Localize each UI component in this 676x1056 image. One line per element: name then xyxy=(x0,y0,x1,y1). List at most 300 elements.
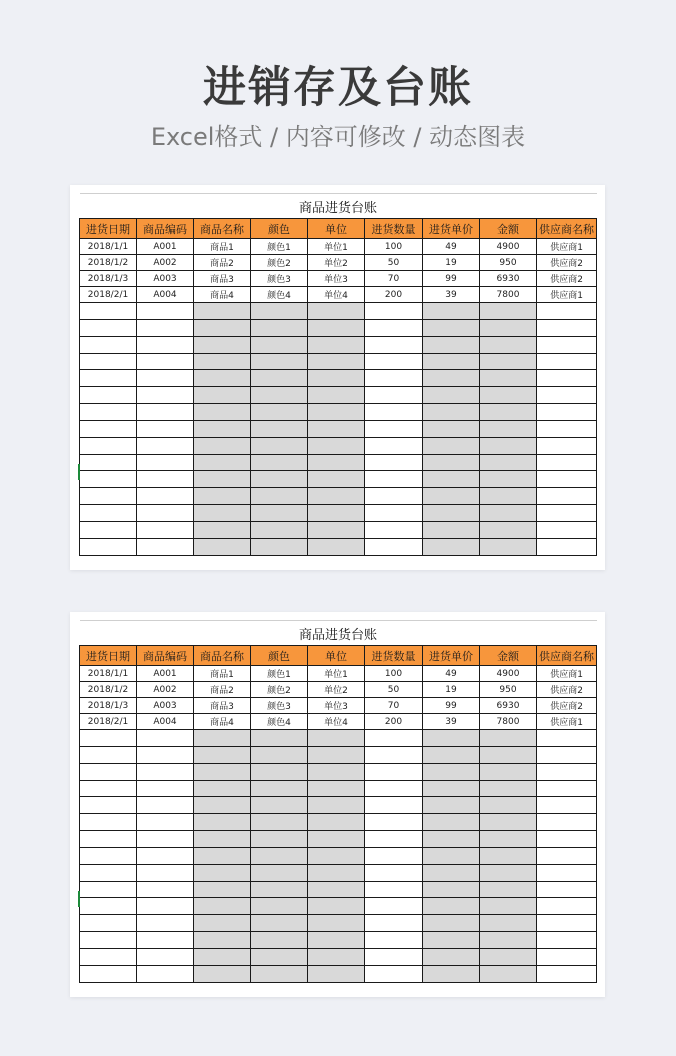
empty-cell[interactable] xyxy=(423,505,480,522)
empty-cell[interactable] xyxy=(308,420,365,437)
empty-cell[interactable] xyxy=(423,814,480,831)
empty-cell[interactable] xyxy=(480,404,537,421)
empty-cell[interactable] xyxy=(80,303,137,320)
empty-cell[interactable] xyxy=(423,932,480,949)
empty-cell[interactable] xyxy=(423,730,480,747)
empty-cell[interactable] xyxy=(365,915,423,932)
empty-cell[interactable] xyxy=(137,387,194,404)
empty-cell[interactable] xyxy=(80,948,137,965)
empty-cell[interactable] xyxy=(80,370,137,387)
empty-cell[interactable] xyxy=(308,814,365,831)
empty-cell[interactable] xyxy=(194,420,251,437)
table-cell[interactable]: 颜色2 xyxy=(251,255,308,271)
table-cell[interactable]: 50 xyxy=(365,255,423,271)
table-cell[interactable]: 19 xyxy=(423,682,480,698)
empty-cell[interactable] xyxy=(537,336,597,353)
table-cell[interactable]: 2018/2/1 xyxy=(80,287,137,303)
empty-cell[interactable] xyxy=(423,763,480,780)
empty-cell[interactable] xyxy=(365,303,423,320)
empty-cell[interactable] xyxy=(194,797,251,814)
empty-cell[interactable] xyxy=(365,336,423,353)
empty-cell[interactable] xyxy=(80,915,137,932)
empty-cell[interactable] xyxy=(308,404,365,421)
empty-cell[interactable] xyxy=(80,881,137,898)
table-cell[interactable]: 商品4 xyxy=(194,714,251,730)
table-cell[interactable]: 单位3 xyxy=(308,698,365,714)
empty-cell[interactable] xyxy=(423,538,480,555)
empty-cell[interactable] xyxy=(251,538,308,555)
table-cell[interactable]: 商品1 xyxy=(194,239,251,255)
empty-cell[interactable] xyxy=(308,370,365,387)
empty-cell[interactable] xyxy=(308,915,365,932)
empty-cell[interactable] xyxy=(480,730,537,747)
empty-cell[interactable] xyxy=(480,965,537,982)
empty-cell[interactable] xyxy=(80,387,137,404)
empty-cell[interactable] xyxy=(194,948,251,965)
empty-cell[interactable] xyxy=(137,437,194,454)
empty-cell[interactable] xyxy=(537,864,597,881)
table-cell[interactable]: 100 xyxy=(365,666,423,682)
empty-cell[interactable] xyxy=(137,521,194,538)
empty-cell[interactable] xyxy=(308,303,365,320)
empty-cell[interactable] xyxy=(537,387,597,404)
empty-cell[interactable] xyxy=(480,336,537,353)
empty-cell[interactable] xyxy=(194,915,251,932)
empty-cell[interactable] xyxy=(80,797,137,814)
table-cell[interactable]: 商品3 xyxy=(194,271,251,287)
empty-cell[interactable] xyxy=(480,948,537,965)
empty-cell[interactable] xyxy=(365,948,423,965)
empty-cell[interactable] xyxy=(423,797,480,814)
empty-cell[interactable] xyxy=(480,932,537,949)
empty-cell[interactable] xyxy=(194,488,251,505)
table-cell[interactable]: 70 xyxy=(365,271,423,287)
empty-cell[interactable] xyxy=(423,420,480,437)
empty-cell[interactable] xyxy=(365,454,423,471)
column-header[interactable]: 进货日期 xyxy=(80,219,137,239)
empty-cell[interactable] xyxy=(423,336,480,353)
empty-cell[interactable] xyxy=(137,797,194,814)
table-cell[interactable]: 2018/1/2 xyxy=(80,682,137,698)
empty-cell[interactable] xyxy=(137,746,194,763)
empty-cell[interactable] xyxy=(480,437,537,454)
empty-cell[interactable] xyxy=(308,864,365,881)
empty-cell[interactable] xyxy=(80,746,137,763)
empty-cell[interactable] xyxy=(137,932,194,949)
empty-cell[interactable] xyxy=(308,437,365,454)
table-cell[interactable]: 供应商2 xyxy=(537,698,597,714)
empty-cell[interactable] xyxy=(537,521,597,538)
empty-cell[interactable] xyxy=(308,797,365,814)
empty-cell[interactable] xyxy=(537,437,597,454)
table-cell[interactable]: 2018/1/1 xyxy=(80,239,137,255)
empty-cell[interactable] xyxy=(537,948,597,965)
empty-cell[interactable] xyxy=(365,847,423,864)
empty-cell[interactable] xyxy=(137,763,194,780)
empty-cell[interactable] xyxy=(137,898,194,915)
empty-cell[interactable] xyxy=(423,370,480,387)
empty-cell[interactable] xyxy=(480,521,537,538)
empty-cell[interactable] xyxy=(137,471,194,488)
table-cell[interactable]: 供应商2 xyxy=(537,682,597,698)
empty-cell[interactable] xyxy=(480,370,537,387)
empty-cell[interactable] xyxy=(480,303,537,320)
empty-cell[interactable] xyxy=(308,471,365,488)
table-cell[interactable]: 颜色1 xyxy=(251,666,308,682)
empty-cell[interactable] xyxy=(365,521,423,538)
empty-cell[interactable] xyxy=(480,763,537,780)
empty-cell[interactable] xyxy=(137,730,194,747)
empty-cell[interactable] xyxy=(365,387,423,404)
empty-cell[interactable] xyxy=(80,898,137,915)
table-cell[interactable]: 颜色1 xyxy=(251,239,308,255)
empty-cell[interactable] xyxy=(194,437,251,454)
table-cell[interactable]: 19 xyxy=(423,255,480,271)
empty-cell[interactable] xyxy=(480,505,537,522)
empty-cell[interactable] xyxy=(251,965,308,982)
column-header[interactable]: 商品编码 xyxy=(137,219,194,239)
empty-cell[interactable] xyxy=(80,538,137,555)
empty-cell[interactable] xyxy=(308,881,365,898)
table-cell[interactable]: 70 xyxy=(365,698,423,714)
empty-cell[interactable] xyxy=(365,730,423,747)
table-cell[interactable]: 39 xyxy=(423,714,480,730)
empty-cell[interactable] xyxy=(80,814,137,831)
column-header[interactable]: 单位 xyxy=(308,646,365,666)
table-cell[interactable]: 颜色3 xyxy=(251,271,308,287)
empty-cell[interactable] xyxy=(423,303,480,320)
empty-cell[interactable] xyxy=(308,780,365,797)
table-cell[interactable]: 商品2 xyxy=(194,682,251,698)
column-header[interactable]: 颜色 xyxy=(251,646,308,666)
empty-cell[interactable] xyxy=(480,814,537,831)
empty-cell[interactable] xyxy=(480,831,537,848)
empty-cell[interactable] xyxy=(365,319,423,336)
empty-cell[interactable] xyxy=(194,336,251,353)
empty-cell[interactable] xyxy=(251,353,308,370)
empty-cell[interactable] xyxy=(308,932,365,949)
empty-cell[interactable] xyxy=(137,404,194,421)
empty-cell[interactable] xyxy=(423,915,480,932)
empty-cell[interactable] xyxy=(308,336,365,353)
empty-cell[interactable] xyxy=(365,538,423,555)
empty-cell[interactable] xyxy=(137,303,194,320)
empty-cell[interactable] xyxy=(80,420,137,437)
empty-cell[interactable] xyxy=(251,404,308,421)
table-cell[interactable]: 供应商2 xyxy=(537,271,597,287)
empty-cell[interactable] xyxy=(480,864,537,881)
empty-cell[interactable] xyxy=(423,353,480,370)
empty-cell[interactable] xyxy=(537,353,597,370)
empty-cell[interactable] xyxy=(251,915,308,932)
empty-cell[interactable] xyxy=(251,336,308,353)
empty-cell[interactable] xyxy=(365,797,423,814)
empty-cell[interactable] xyxy=(423,521,480,538)
empty-cell[interactable] xyxy=(480,319,537,336)
empty-cell[interactable] xyxy=(537,746,597,763)
empty-cell[interactable] xyxy=(537,915,597,932)
empty-cell[interactable] xyxy=(137,780,194,797)
empty-cell[interactable] xyxy=(251,370,308,387)
table-cell[interactable]: 6930 xyxy=(480,698,537,714)
empty-cell[interactable] xyxy=(537,847,597,864)
table-cell[interactable]: A002 xyxy=(137,255,194,271)
empty-cell[interactable] xyxy=(308,847,365,864)
empty-cell[interactable] xyxy=(423,965,480,982)
empty-cell[interactable] xyxy=(137,505,194,522)
empty-cell[interactable] xyxy=(423,471,480,488)
empty-cell[interactable] xyxy=(194,387,251,404)
empty-cell[interactable] xyxy=(365,864,423,881)
empty-cell[interactable] xyxy=(137,488,194,505)
empty-cell[interactable] xyxy=(194,505,251,522)
empty-cell[interactable] xyxy=(194,932,251,949)
column-header[interactable]: 供应商名称 xyxy=(537,219,597,239)
table-cell[interactable]: A002 xyxy=(137,682,194,698)
empty-cell[interactable] xyxy=(80,505,137,522)
empty-cell[interactable] xyxy=(308,319,365,336)
empty-cell[interactable] xyxy=(251,948,308,965)
empty-cell[interactable] xyxy=(423,881,480,898)
empty-cell[interactable] xyxy=(194,538,251,555)
empty-cell[interactable] xyxy=(365,370,423,387)
table-cell[interactable]: 单位2 xyxy=(308,255,365,271)
empty-cell[interactable] xyxy=(365,831,423,848)
empty-cell[interactable] xyxy=(537,763,597,780)
empty-cell[interactable] xyxy=(423,780,480,797)
empty-cell[interactable] xyxy=(137,814,194,831)
column-header[interactable]: 进货单价 xyxy=(423,219,480,239)
table-cell[interactable]: 950 xyxy=(480,682,537,698)
column-header[interactable]: 进货单价 xyxy=(423,646,480,666)
empty-cell[interactable] xyxy=(537,814,597,831)
table-cell[interactable]: 49 xyxy=(423,239,480,255)
empty-cell[interactable] xyxy=(308,488,365,505)
column-header[interactable]: 商品编码 xyxy=(137,646,194,666)
empty-cell[interactable] xyxy=(194,370,251,387)
table-cell[interactable]: 供应商2 xyxy=(537,255,597,271)
column-header[interactable]: 进货数量 xyxy=(365,646,423,666)
column-header[interactable]: 颜色 xyxy=(251,219,308,239)
empty-cell[interactable] xyxy=(365,965,423,982)
empty-cell[interactable] xyxy=(365,353,423,370)
table-cell[interactable]: 2018/1/2 xyxy=(80,255,137,271)
empty-cell[interactable] xyxy=(194,303,251,320)
empty-cell[interactable] xyxy=(308,353,365,370)
empty-cell[interactable] xyxy=(80,521,137,538)
empty-cell[interactable] xyxy=(308,831,365,848)
empty-cell[interactable] xyxy=(194,881,251,898)
column-header[interactable]: 进货日期 xyxy=(80,646,137,666)
table-cell[interactable]: 单位1 xyxy=(308,666,365,682)
table-cell[interactable]: 商品3 xyxy=(194,698,251,714)
table-cell[interactable]: A004 xyxy=(137,714,194,730)
column-header[interactable]: 金额 xyxy=(480,219,537,239)
empty-cell[interactable] xyxy=(251,505,308,522)
table-cell[interactable]: 颜色2 xyxy=(251,682,308,698)
table-cell[interactable]: 7800 xyxy=(480,714,537,730)
empty-cell[interactable] xyxy=(423,864,480,881)
table-cell[interactable]: A003 xyxy=(137,698,194,714)
column-header[interactable]: 商品名称 xyxy=(194,219,251,239)
table-cell[interactable]: 200 xyxy=(365,287,423,303)
empty-cell[interactable] xyxy=(537,454,597,471)
empty-cell[interactable] xyxy=(137,336,194,353)
empty-cell[interactable] xyxy=(137,370,194,387)
empty-cell[interactable] xyxy=(194,471,251,488)
empty-cell[interactable] xyxy=(194,730,251,747)
empty-cell[interactable] xyxy=(80,730,137,747)
empty-cell[interactable] xyxy=(365,932,423,949)
empty-cell[interactable] xyxy=(194,353,251,370)
empty-cell[interactable] xyxy=(251,847,308,864)
empty-cell[interactable] xyxy=(365,814,423,831)
empty-cell[interactable] xyxy=(251,763,308,780)
empty-cell[interactable] xyxy=(365,746,423,763)
empty-cell[interactable] xyxy=(423,898,480,915)
table-cell[interactable]: 颜色4 xyxy=(251,287,308,303)
empty-cell[interactable] xyxy=(251,746,308,763)
empty-cell[interactable] xyxy=(251,730,308,747)
empty-cell[interactable] xyxy=(480,898,537,915)
empty-cell[interactable] xyxy=(194,404,251,421)
empty-cell[interactable] xyxy=(480,915,537,932)
empty-cell[interactable] xyxy=(308,898,365,915)
table-cell[interactable]: 颜色3 xyxy=(251,698,308,714)
column-header[interactable]: 供应商名称 xyxy=(537,646,597,666)
empty-cell[interactable] xyxy=(137,948,194,965)
empty-cell[interactable] xyxy=(251,881,308,898)
column-header[interactable]: 单位 xyxy=(308,219,365,239)
table-cell[interactable]: 单位4 xyxy=(308,287,365,303)
empty-cell[interactable] xyxy=(137,831,194,848)
empty-cell[interactable] xyxy=(137,965,194,982)
empty-cell[interactable] xyxy=(194,763,251,780)
empty-cell[interactable] xyxy=(365,404,423,421)
empty-cell[interactable] xyxy=(137,420,194,437)
empty-cell[interactable] xyxy=(480,488,537,505)
empty-cell[interactable] xyxy=(137,864,194,881)
empty-cell[interactable] xyxy=(423,319,480,336)
empty-cell[interactable] xyxy=(137,538,194,555)
empty-cell[interactable] xyxy=(80,780,137,797)
empty-cell[interactable] xyxy=(80,847,137,864)
table-cell[interactable]: 2018/1/3 xyxy=(80,271,137,287)
empty-cell[interactable] xyxy=(537,780,597,797)
empty-cell[interactable] xyxy=(80,353,137,370)
table-cell[interactable]: 2018/1/1 xyxy=(80,666,137,682)
table-cell[interactable]: 99 xyxy=(423,271,480,287)
empty-cell[interactable] xyxy=(537,505,597,522)
empty-cell[interactable] xyxy=(137,847,194,864)
empty-cell[interactable] xyxy=(480,471,537,488)
empty-cell[interactable] xyxy=(194,746,251,763)
table-cell[interactable]: 100 xyxy=(365,239,423,255)
table-cell[interactable]: 供应商1 xyxy=(537,714,597,730)
empty-cell[interactable] xyxy=(251,864,308,881)
empty-cell[interactable] xyxy=(365,505,423,522)
table-cell[interactable]: 供应商1 xyxy=(537,239,597,255)
table-cell[interactable]: 供应商1 xyxy=(537,287,597,303)
empty-cell[interactable] xyxy=(80,932,137,949)
column-header[interactable]: 进货数量 xyxy=(365,219,423,239)
empty-cell[interactable] xyxy=(365,420,423,437)
empty-cell[interactable] xyxy=(80,864,137,881)
column-header[interactable]: 金额 xyxy=(480,646,537,666)
table-cell[interactable]: 单位1 xyxy=(308,239,365,255)
empty-cell[interactable] xyxy=(308,505,365,522)
empty-cell[interactable] xyxy=(537,831,597,848)
table-cell[interactable]: 单位2 xyxy=(308,682,365,698)
empty-cell[interactable] xyxy=(365,488,423,505)
table-cell[interactable]: 2018/2/1 xyxy=(80,714,137,730)
table-cell[interactable]: 6930 xyxy=(480,271,537,287)
empty-cell[interactable] xyxy=(251,387,308,404)
empty-cell[interactable] xyxy=(480,353,537,370)
empty-cell[interactable] xyxy=(480,780,537,797)
empty-cell[interactable] xyxy=(537,471,597,488)
empty-cell[interactable] xyxy=(251,797,308,814)
empty-cell[interactable] xyxy=(194,965,251,982)
empty-cell[interactable] xyxy=(423,847,480,864)
empty-cell[interactable] xyxy=(308,763,365,780)
table-cell[interactable]: 2018/1/3 xyxy=(80,698,137,714)
table-cell[interactable]: 200 xyxy=(365,714,423,730)
empty-cell[interactable] xyxy=(194,814,251,831)
empty-cell[interactable] xyxy=(194,454,251,471)
empty-cell[interactable] xyxy=(480,746,537,763)
empty-cell[interactable] xyxy=(480,881,537,898)
empty-cell[interactable] xyxy=(365,437,423,454)
empty-cell[interactable] xyxy=(251,420,308,437)
table-cell[interactable]: A001 xyxy=(137,666,194,682)
empty-cell[interactable] xyxy=(308,746,365,763)
table-cell[interactable]: 单位3 xyxy=(308,271,365,287)
empty-cell[interactable] xyxy=(308,538,365,555)
empty-cell[interactable] xyxy=(80,454,137,471)
empty-cell[interactable] xyxy=(423,488,480,505)
empty-cell[interactable] xyxy=(537,898,597,915)
table-cell[interactable]: 4900 xyxy=(480,239,537,255)
empty-cell[interactable] xyxy=(537,881,597,898)
empty-cell[interactable] xyxy=(137,454,194,471)
empty-cell[interactable] xyxy=(423,404,480,421)
empty-cell[interactable] xyxy=(137,353,194,370)
empty-cell[interactable] xyxy=(537,370,597,387)
empty-cell[interactable] xyxy=(423,437,480,454)
table-cell[interactable]: 50 xyxy=(365,682,423,698)
table-cell[interactable]: 4900 xyxy=(480,666,537,682)
table-cell[interactable]: 单位4 xyxy=(308,714,365,730)
empty-cell[interactable] xyxy=(537,965,597,982)
empty-cell[interactable] xyxy=(423,831,480,848)
empty-cell[interactable] xyxy=(194,898,251,915)
empty-cell[interactable] xyxy=(480,420,537,437)
empty-cell[interactable] xyxy=(251,437,308,454)
empty-cell[interactable] xyxy=(423,387,480,404)
empty-cell[interactable] xyxy=(480,797,537,814)
empty-cell[interactable] xyxy=(537,538,597,555)
empty-cell[interactable] xyxy=(251,488,308,505)
empty-cell[interactable] xyxy=(308,387,365,404)
empty-cell[interactable] xyxy=(480,387,537,404)
empty-cell[interactable] xyxy=(365,881,423,898)
empty-cell[interactable] xyxy=(537,730,597,747)
empty-cell[interactable] xyxy=(194,864,251,881)
table-cell[interactable]: 商品1 xyxy=(194,666,251,682)
empty-cell[interactable] xyxy=(537,420,597,437)
table-cell[interactable]: 供应商1 xyxy=(537,666,597,682)
